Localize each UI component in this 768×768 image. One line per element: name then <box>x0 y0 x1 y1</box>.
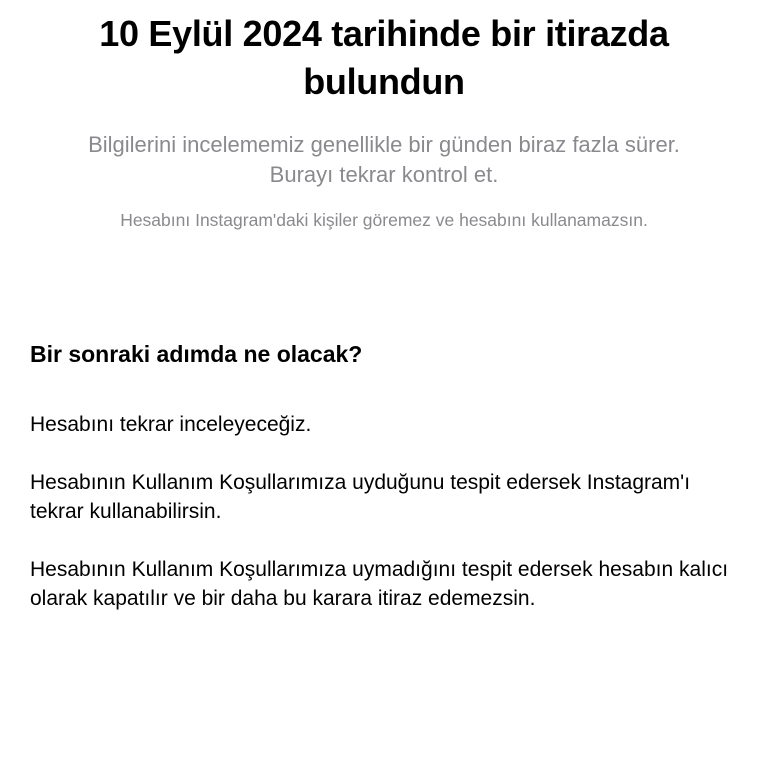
appeal-header <box>0 0 768 232</box>
page-title: 10 Eylül 2024 tarihinde bir itirazda bulundun <box>99 13 669 102</box>
review-time-text: Bilgilerini incelememiz genellikle bir günden biraz fazla sürer. Burayı tekrar kontrol et. <box>88 132 680 187</box>
account-visibility-note: Hesabını Instagram'daki kişiler göremez ve hesabını kullanamazsın. <box>120 210 648 230</box>
next-steps-section <box>30 338 738 642</box>
next-step-paragraph: Hesabını tekrar inceleyeceğiz. <box>30 413 312 436</box>
next-step-paragraph: Hesabının Kullanım Koşullarımıza uyduğunu tespit edersek Instagram'ı tekrar kullanabilirsin. <box>30 471 691 523</box>
next-steps-paragraphs <box>30 410 738 613</box>
next-step-paragraph: Hesabının Kullanım Koşullarımıza uymadığını tespit edersek hesabın kalıcı olarak kapatılır ve bir daha bu karara itiraz edemezsin. <box>30 558 729 610</box>
next-steps-title: Bir sonraki adımda ne olacak? <box>30 341 363 367</box>
